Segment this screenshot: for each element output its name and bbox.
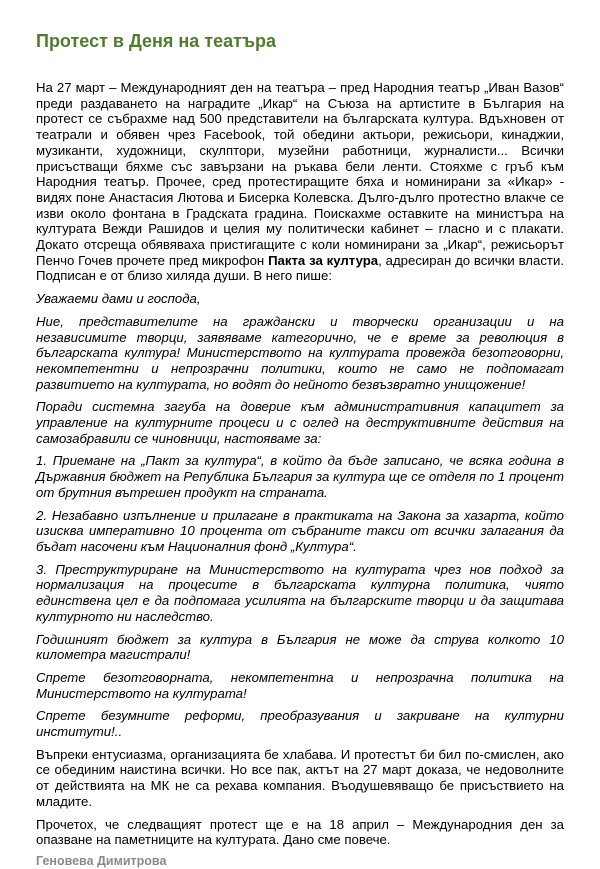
pact-salutation: Уважаеми дами и господа,	[36, 291, 201, 307]
pact-demand-2: 2. Незабавно изпълнение и прилагане в практиката на Закона за хазарта, който изисква императивно 10 процента от събраните такси от всички залагания да бъдат насочени към Националния фонд „Култура“.	[36, 507, 564, 554]
closing-paragraph: Въпреки ентусиазма, организацията бе хлабава. И протестът би бил по-смислен, ако се обединим наистина всички. Но все пак, актът на 27 март доказа, че недоволните от действията на МК не са рехава компания. Въодушевяващо бе присъствието на младите.	[36, 746, 564, 809]
author-signature: Геновева Димитрова	[36, 853, 167, 868]
intro-text-end: , адресиран до всички власти. Подписан е от близо хиляда души. В него пише:	[36, 252, 564, 284]
pact-demand-1: 1. Приемане на „Пакт за култура“, в който да бъде записано, че всяка година в Държавния бюджет на Република България за култура ще се отделя по 1 процент от брутния вътрешен продукт на страната.	[36, 453, 564, 500]
pact-name: Пакта за култура	[268, 252, 379, 268]
intro-text: На 27 март – Международният ден на театъра – пред Народния театър „Иван Вазов“ преди раздаването на наградите „Икар“ на Съюза на артистите в България на протест се събрахме над 500 представители на българската култура. Вдъхновен от театрали и обявен чрез Facebook, той обедини актьори, режисьори, кинаджии, музиканти, художници, скулптори, музейни работници, журналисти... Всички присъстващи бяхме със завързани на ръкава бели ленти. Стояхме с гръб към Народния театър. Прочее, сред протестиращите бяха и номинирани за «Икар» - видях поне Анастасия Лютова и Бисерка Колевска. Дълго-дълго протестно влакче се изви около фонтана в Градската градина. Поискахме оставките на министъра на културата Вежди Рашидов и целия му политически кабинет – гласно и с плакати. Докато отсреща обявяваха пристигащите с коли номинирани за „Икар“, режисьорът Пенчо Гочев прочете пред микрофон	[36, 80, 564, 268]
article-page	[36, 30, 564, 869]
pact-paragraph: Поради системна загуба на доверие към административния капацитет за управление на културните процеси и с оглед на деструктивните действия на самозабравили се чиновници, настояваме за:	[36, 399, 564, 446]
pact-paragraph: Спрете безотговорната, некомпетентна и непрозрачна политика на Министерството на културата!	[36, 669, 564, 701]
pact-paragraph: Годишният бюджет за култура в България не може да струва колкото 10 километра магистрали!	[36, 631, 564, 663]
intro-paragraph	[36, 80, 564, 284]
pact-paragraph: Спрете безумните реформи, преобразувания и закриване на културни институти!..	[36, 708, 564, 740]
article-body	[36, 80, 564, 869]
pact-paragraph: Ние, представителите на граждански и творчески организации и на независимите творци, заявяваме категорично, че е време за революция в българската култура! Министерството на културата провежда безотговорни, некомпетентни и непрозрачни политики, които не само не подпомагат развитието на културата, но водят до нейното безвъзвратно унищожение!	[36, 313, 564, 392]
article-title: Протест в Деня на театъра	[36, 31, 277, 51]
closing-paragraph: Прочетох, че следващият протест ще е на 18 април – Международния ден за опазване на паметниците на културата. Дано сме повече.	[36, 816, 564, 848]
pact-demand-3: 3. Преструктуриране на Министерството на културата чрез нов подход за нормализация на процесите в българската културна политика, чиято единствена цел е да подпомага усилията на българските творци и да защитава културното ни наследство.	[36, 561, 564, 624]
